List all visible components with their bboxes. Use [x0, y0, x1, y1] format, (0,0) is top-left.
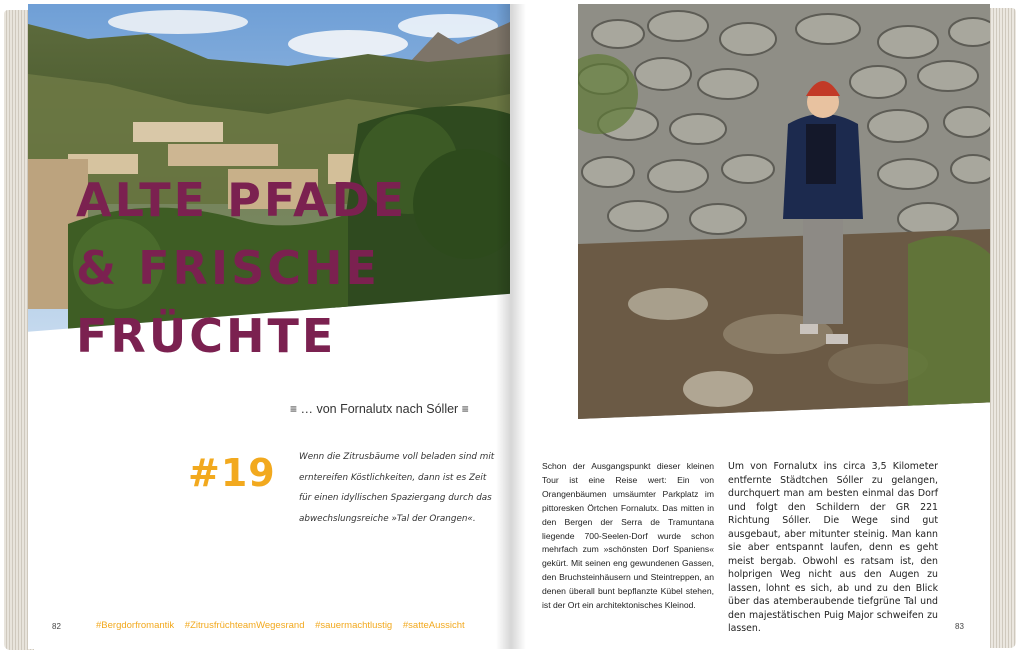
page-number-right: 83 [955, 622, 964, 631]
spark-left-icon: ≡ [290, 402, 298, 416]
hashtag: #ZitrusfrüchteamWegesrand [184, 620, 305, 631]
intro-text: Wenn die Zitrusbäume voll beladen sind mit erntereifen Köstlichkeiten, dann ist es Zeit für einen idyllischen Spaziergang durch das abwechslungsreiche »Tal der Orangen«. [299, 452, 495, 524]
hashtag: #sauermachtlustig [315, 620, 393, 631]
left-page [28, 4, 510, 649]
title-line: & FRISCHE [76, 241, 380, 295]
hashtag: #Bergdorfromantik [96, 620, 175, 631]
page-number-left: 82 [52, 622, 61, 631]
hashtag: #satteAussicht [402, 620, 465, 631]
tour-number: #19 [188, 451, 276, 495]
route-text: … von Fornalutx nach Sóller [300, 402, 459, 416]
spark-right-icon: ≡ [461, 402, 469, 416]
title-line: ALTE PFADE [76, 173, 408, 227]
body-column-1: Schon der Ausgangspunkt dieser kleinen Tour ist eine Reise wert: Ein von Orangenbäumen umsäumter Parkplatz im pittoresken Örtchen Fornalutx. Das mitten in den Bergen der Serra de Tramuntana liegende 700-Seelen-Dorf wurde schon mehrfach zum »schönsten Dorf Spaniens« gekürt. Mit seinen eng gewundenen Gassen, den Bruchsteinhäusern und Steintreppen, an denen überall bunt bepflanzte Kübel stehen, ist der Ort ein architektonisches Kleinod. [542, 461, 714, 611]
right-page [510, 4, 990, 649]
hashtag-line [96, 620, 510, 631]
title-line: FRÜCHTE [76, 309, 337, 363]
body-column-2: Um von Fornalutx ins circa 3,5 Kilometer entfernte Städtchen Sóller zu gelangen, durchquert man am besten einmal das Dorf und folgt den Schildern der GR 221 Richtung Sóller. Die Wege sind gut ausgebaut, aber mitunter steinig. Man kann sie aber entspannt laufen, denn es geht meist bergab. Obwohl es ratsam ist, den holprigen Weg nicht aus den Augen zu lassen, lohnt es sich, ab und zu den Blick über das atemberaubende tiefgrüne Tal und den majestätischen Puig Major schweifen zu lassen. [728, 461, 938, 634]
chapter-title [76, 166, 510, 370]
route-subtitle [290, 402, 490, 416]
hiker-stone-wall-photo [578, 4, 990, 419]
